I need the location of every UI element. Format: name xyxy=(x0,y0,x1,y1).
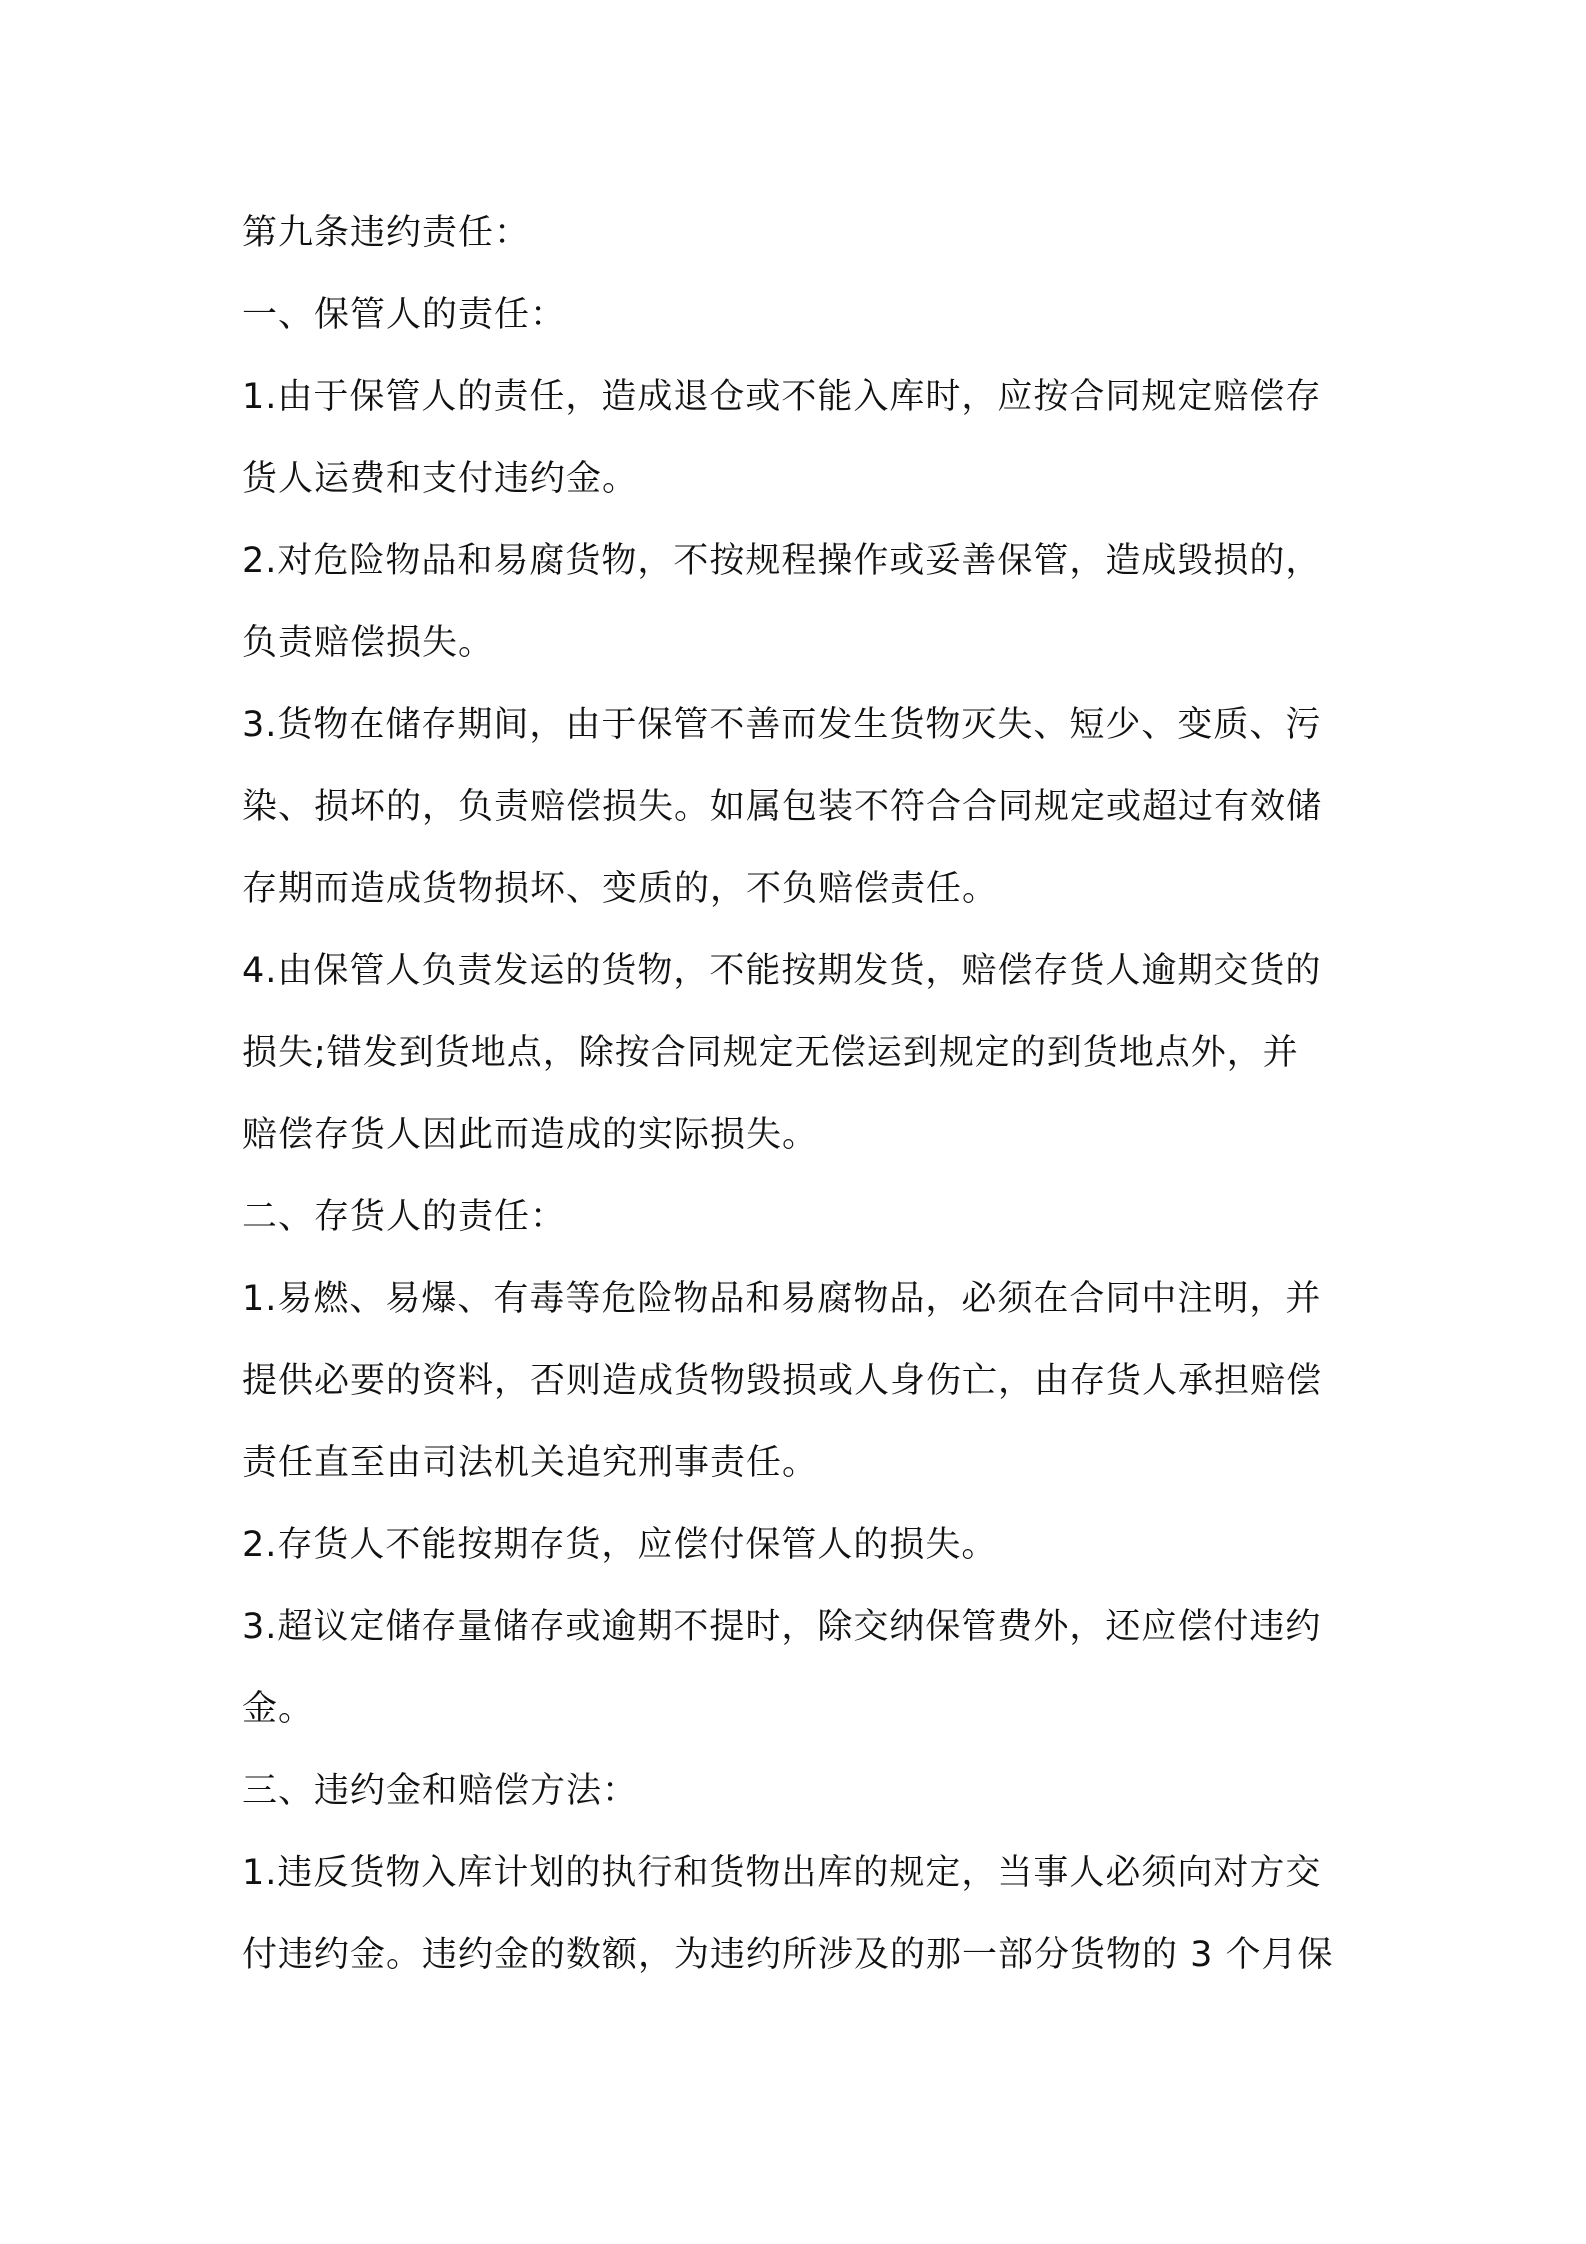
article-heading: 第九条违约责任： xyxy=(242,213,531,253)
paragraph-line: 付违约金。违约金的数额，为违约所涉及的那一部分货物的 3 个月保 xyxy=(242,1935,1334,1975)
paragraph-line: 金。 xyxy=(242,1689,315,1729)
paragraph-line: 损失;错发到货地点，除按合同规定无偿运到规定的到货地点外，并 xyxy=(242,1033,1299,1073)
section-heading-penalty: 三、违约金和赔偿方法： xyxy=(242,1771,639,1811)
paragraph-line: 赔偿存货人因此而造成的实际损失。 xyxy=(242,1115,819,1155)
paragraph-line: 1.由于保管人的责任，造成退仓或不能入库时，应按合同规定赔偿存 xyxy=(242,377,1322,417)
section-heading-custodian: 一、保管人的责任： xyxy=(242,295,567,335)
paragraph-line: 货人运费和支付违约金。 xyxy=(242,459,639,499)
paragraph-line: 1.违反货物入库计划的执行和货物出库的规定，当事人必须向对方交 xyxy=(242,1853,1322,1893)
paragraph-line: 责任直至由司法机关追究刑事责任。 xyxy=(242,1443,819,1483)
paragraph-line: 提供必要的资料，否则造成货物毁损或人身伤亡，由存货人承担赔偿 xyxy=(242,1361,1323,1401)
paragraph-line: 负责赔偿损失。 xyxy=(242,623,495,663)
paragraph-line: 存期而造成货物损坏、变质的，不负赔偿责任。 xyxy=(242,869,999,909)
paragraph-line: 3.超议定储存量储存或逾期不提时，除交纳保管费外，还应偿付违约 xyxy=(242,1607,1322,1647)
section-heading-depositor: 二、存货人的责任： xyxy=(242,1197,567,1237)
paragraph-line: 2.存货人不能按期存货，应偿付保管人的损失。 xyxy=(242,1525,998,1565)
paragraph-line: 4.由保管人负责发运的货物，不能按期发货，赔偿存货人逾期交货的 xyxy=(242,951,1322,991)
paragraph-line: 3.货物在储存期间，由于保管不善而发生货物灭失、短少、变质、污 xyxy=(242,705,1322,745)
document-body xyxy=(242,192,1362,1996)
paragraph-line: 2.对危险物品和易腐货物，不按规程操作或妥善保管，造成毁损的， xyxy=(242,541,1322,581)
paragraph-line: 1.易燃、易爆、有毒等危险物品和易腐物品，必须在合同中注明，并 xyxy=(242,1279,1322,1319)
paragraph-line: 染、损坏的，负责赔偿损失。如属包装不符合合同规定或超过有效储 xyxy=(242,787,1323,827)
